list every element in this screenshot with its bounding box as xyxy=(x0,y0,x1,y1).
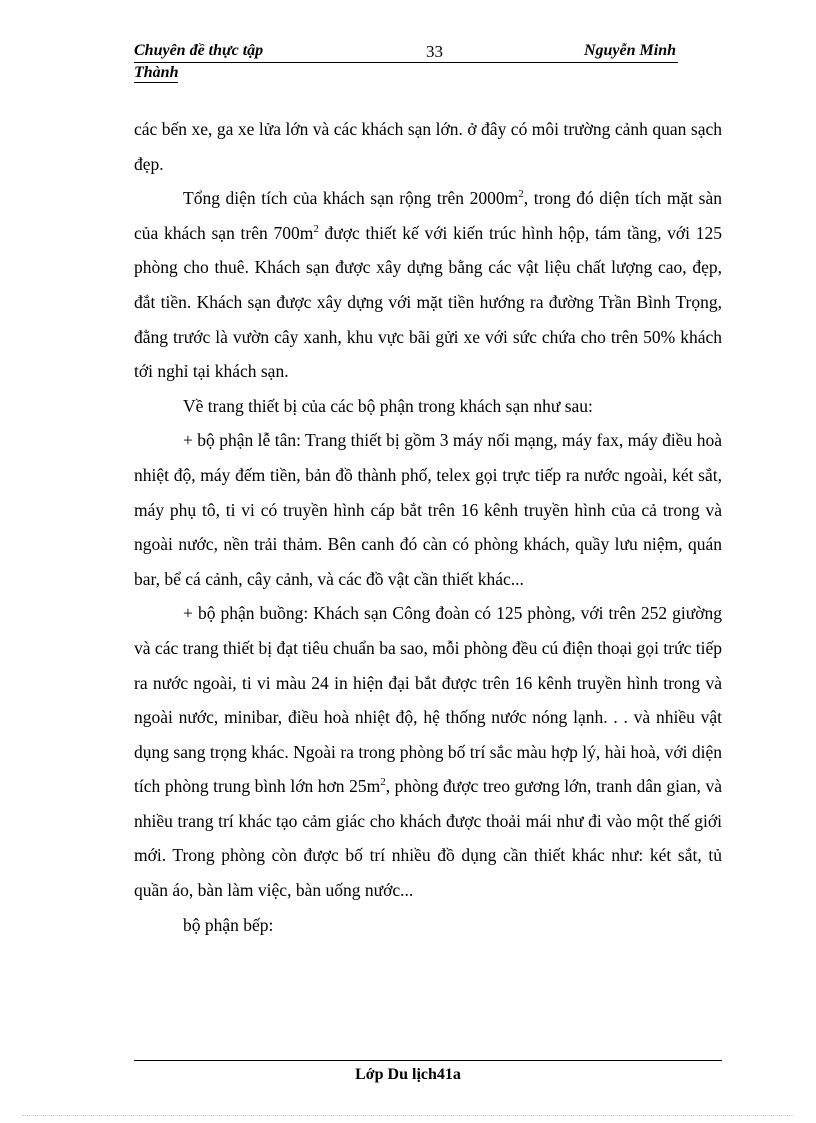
superscript-3: 2 xyxy=(380,776,386,789)
header-author: Nguyễn Minh xyxy=(583,42,676,59)
paragraph-area xyxy=(134,181,722,389)
paragraph-area-text-c: được thiết kế với kiến trúc hình hộp, tám tầng, với 125 phòng cho thuê. Khách sạn được xây dựng bằng các vật liệu chất lượng cao, đẹp, đắt tiền. Khách sạn được xây dựng với mặt tiền hướng ra đường Trần Bình Trọng, đằng trước là vườn cây xanh, khu vực bãi gửi xe với sức chứa cho trên 50% khách tới nghỉ tại khách sạn. xyxy=(134,222,722,382)
paragraph-area-text-b: , trong đó diện tích mặt sàn của khách sạn trên 700m xyxy=(134,188,722,243)
document-body xyxy=(134,112,722,942)
paragraph-kitchen: bộ phận bếp: xyxy=(183,914,274,935)
paragraph-equipment-intro: Về trang thiết bị của các bộ phận trong khách sạn như sau: xyxy=(183,395,593,416)
paragraph-reception: + bộ phận lễ tân: Trang thiết bị gồm 3 máy nối mạng, máy fax, máy điều hoà nhiệt độ, máy đếm tiền, bản đồ thành phố, telex gọi trực tiếp ra nước ngoài, két sắt, máy phụ tô, ti vi có truyền hình cáp bắt trên 16 kênh truyền hình của cả trong và ngoài nước, nền trải thảm. Bên canh đó càn có phòng khách, quầy lưu niệm, quán bar, bể cá cảnh, cây cảnh, và các đồ vật cần thiết khác... xyxy=(134,430,722,589)
header-row xyxy=(134,42,678,63)
page-header xyxy=(134,42,678,83)
page-number: 33 xyxy=(426,42,443,61)
paragraph-continuation: các bến xe, ga xe lửa lớn và các khách sạn lớn. ở đây có môi trường cảnh quan sạch đẹp. xyxy=(134,119,722,174)
footer-divider xyxy=(134,1060,722,1061)
paragraph-housekeeping-text-a: + bộ phận buồng: Khách sạn Công đoàn có 125 phòng, với trên 252 giường và các trang thiết bị đạt tiêu chuẩn ba sao, mỗi phòng đều cú điện thoại gọi trức tiếp ra nước ngoài, ti vi màu 24 in hiện đại bắt được trên 16 kênh truyền hình trong và ngoài nước, minibar, điều hoà nhiệt độ, hệ thống nước nóng lạnh. . . và nhiều vật dụng sang trọng khác. Ngoài ra trong phòng bố trí sắc màu hợp lý, hài hoà, với diện tích phòng trung bình lớn hơn 25m xyxy=(134,603,722,797)
paragraph-housekeeping xyxy=(134,596,722,907)
paragraph-area-text-a: Tổng diện tích của khách sạn rộng trên 2000m xyxy=(183,188,519,209)
header-author-continuation: Thành xyxy=(134,64,179,81)
page-footer: Lớp Du lịch41a xyxy=(355,1066,461,1083)
paragraph-housekeeping-text-b: , phòng được treo gương lớn, tranh dân gian, và nhiều trang trí khác tạo cảm giác cho khách được thoải mái như đi vào một thế giới mới. Trong phòng còn được bố trí nhiều đồ dụng cần thiết khác như: két sắt, tủ quần áo, bàn làm việc, bàn uống nước... xyxy=(134,776,722,901)
header-title: Chuyên đề thực tập xyxy=(134,42,264,59)
superscript-1: 2 xyxy=(518,188,524,201)
page-bottom-dotted-divider xyxy=(22,1115,794,1116)
superscript-2: 2 xyxy=(313,222,319,235)
